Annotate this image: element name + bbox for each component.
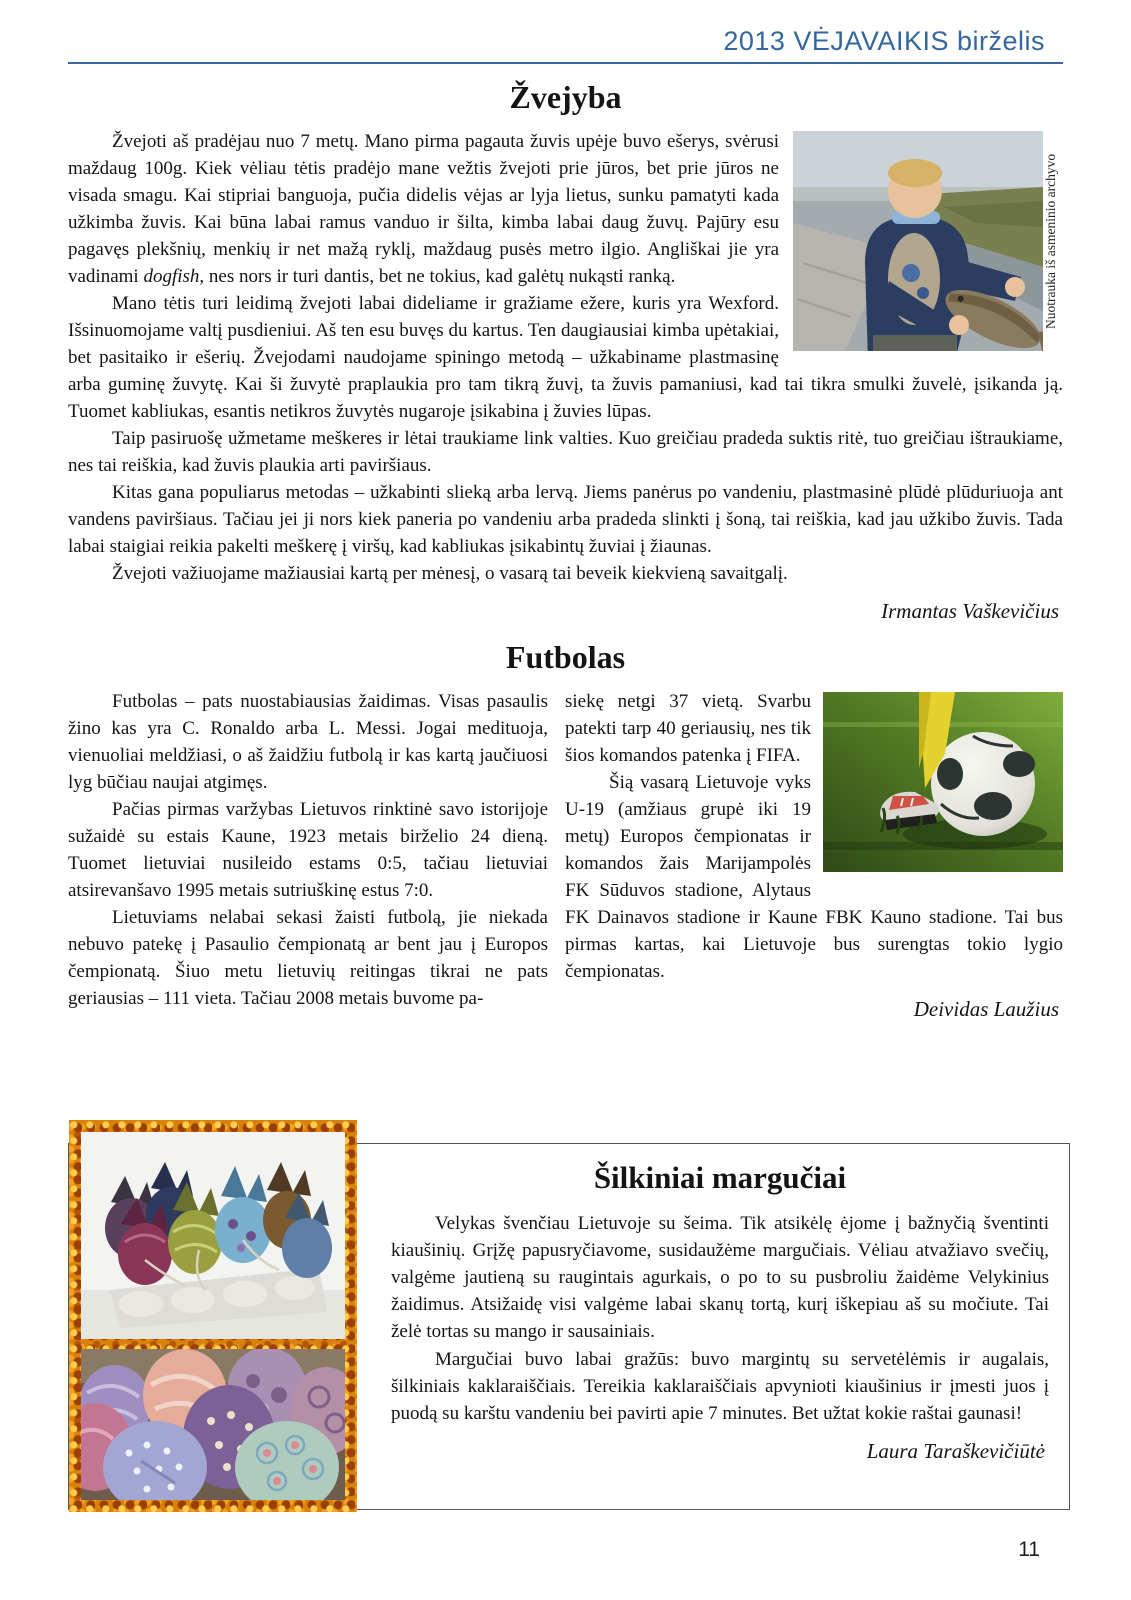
- silk-eggs-title: Šilkiniai margučiai: [593, 1160, 847, 1195]
- football-title: Futbolas: [505, 639, 626, 675]
- fishing-author: Irmantas Vaškevičius: [881, 599, 1059, 623]
- silk-eggs-author: Laura Taraškevičiūtė: [866, 1439, 1045, 1463]
- fishing-paragraph-2: Mano tėtis turi leidimą žvejoti labai dideliame ir gražiame ežere, kuris yra Wexford. Išsinuomojame valtį pusdieniui. Aš ten esu buvęs du kartus. Ten daugiausiai kimba upėtakiai, bet pasitaiko ir ešerių. Žvejodami naudojame spiningo metodą – užkabiname plastmasinę arba guminę žuvytę. Kai ši žuvytė praplaukia pro tam tikrą žuvį, ta žuvis pamaniusi, kad tai tikra smulki žuvelė, įsikanda ją. Tuomet kabliukas, esantis netikros žuvytės nugaroje įsikabina į žuvies lūpas.: [68, 293, 1063, 422]
- article-silk-eggs-box: [68, 1143, 1070, 1510]
- dyed-eggs-photo: [81, 1349, 345, 1500]
- football-paragraph-2: Pačias pirmas varžybas Lietuvos rinktinė savo istorijoje sužaidė su estais Kaune, 1923 metais birželio 24 dieną. Tuomet lietuviai nusileido estams 0:5, tačiau lietuviai atsirevanšavo 1995 metais sutriuškinę estus 7:0.: [68, 799, 548, 901]
- fishing-photo-block: [793, 131, 1063, 351]
- fishing-title: Žvejyba: [509, 79, 622, 115]
- fishing-paragraph-3: Taip pasiruošę užmetame meškeres ir lėtai traukiame link valties. Kuo greičiau pradeda suktis ritė, tuo greičiau ištraukiame, nes tai reiškia, kad žuvis plaukia arti paviršiaus.: [68, 428, 1063, 476]
- silk-eggs-paragraph-1: Velykas švenčiau Lietuvoje su šeima. Tik atsikėlę ėjome į bažnyčią šventinti kiaušinių. Grįžę papusryčiavome, susidaužėme margučiais. Vėliau atvažiavo svečių, valgėme jautieną su raugintais agurkais, o po to su pusbroliu žaidėme Velykinius žaidimus. Atsižaidę visi valgėme labai skanų tortą, kurį iškepiau aš su močiute. Tai želė tortas su mango ir sausainiais.: [391, 1213, 1049, 1342]
- fishing-p1-text: Žvejoti aš pradėjau nuo 7 metų. Mano pirma pagauta žuvis upėje buvo ešerys, svėrusi maždaug 100g. Kiek vėliau tėtis pradėjo mane vežtis žvejoti prie jūros, bet prie jūros ne visada smagu. Kai stipriai banguoja, pučia didelis vėjas ar lyja lietus, sunku pamatyti kada užkimba žuvis. Kai būna labai ramus vanduo ir šilta, kimba labai daug žuvų. Pajūry esu pagavęs plekšnių, menkių ir net mažą ryklį, maždaug pusės metro ilgio. Angliškai jie yra vadinami: [68, 131, 779, 287]
- newsletter-masthead: 2013 VĖJAVAIKIS birželis: [723, 26, 1045, 56]
- fishing-paragraph-5: Žvejoti važiuojame mažiausiai kartą per mėnesį, o vasarą tai beveik kiekvieną savaitgalį.: [112, 563, 788, 584]
- fishing-photo-caption: Nuotrauka iš asmeninio archyvo: [1043, 153, 1058, 329]
- fishing-paragraph-4: Kitas gana populiarus metodas – užkabinti slieką arba lervą. Jiems panėrus po vandeniu, plastmasinė plūdė plūduriuoja ant vandens paviršiaus. Tačiau jei ji nors kiek paneria po vandeniu arba pradeda slinkti į šoną, tai reiškia, kad jau užkibo žuvis. Tada labai staigiai reikia pakelti meškerę į viršų, kad kabliukas įsikabintų žuviai į žiaunas.: [68, 482, 1063, 557]
- football-paragraph-5: Šią vasarą Lietuvoje vyks U-19 (amžiaus grupė iki 19 metų) Europos čempionatas ir komandos žais Marijampolės FK Sūduvos stadione, Alytaus FK Dainavos stadione ir Kaune FBK Kauno stadione. Tai bus pirmas kartas, kai Lietuvoje bus surengtas tokio lygio čempionatas.: [565, 772, 1063, 982]
- article-fishing: [68, 79, 1063, 624]
- football-author: Deividas Laužius: [913, 997, 1059, 1021]
- silk-eggs-paragraph-2: Margučiai buvo labai gražūs: buvo margintų su servetėlėmis ir augalais, šilkiniais kaklaraiščiais. Tereikia kaklaraiščiais apvynioti kiaušinius ir įmesti juos į puodą su karštu vandeniu bei pavirti apie 7 minutes. Bet užtat kokie raštai gaunasi!: [391, 1349, 1049, 1424]
- football-paragraph-4: siekę netgi 37 vietą. Svarbu patekti tarp 40 geriausių, nes tik šios komandos patenka į FIFA.: [565, 691, 811, 766]
- football-photo-block: [823, 692, 1063, 872]
- football-right-column: [565, 688, 1063, 1026]
- football-left-column: [68, 688, 548, 1026]
- fishing-p1-italic-word: dogfish: [143, 266, 200, 287]
- fishing-p1-text-after: , nes nors ir turi dantis, bet ne tokius, kad galėtų nukąsti ranką.: [199, 266, 676, 287]
- silk-wrapped-eggs-photo: [81, 1132, 345, 1339]
- page-header: [68, 0, 1063, 64]
- page-number: 11: [1018, 1538, 1040, 1561]
- header-divider: [68, 62, 1063, 64]
- soccer-ball-photo: [823, 692, 1063, 872]
- boy-with-fish-photo: [793, 131, 1043, 351]
- football-columns: [68, 688, 1063, 1026]
- football-paragraph-3: Lietuviams nelabai sekasi žaisti futbolą, jie niekada nebuvo patekę į Pasaulio čempionatą ar bent jau į Europos čempionatą. Šiuo metu lietuvių reitingas tikrai ne pats geriausias – 111 vieta. Tačiau 2008 metais buvome pa-: [68, 907, 548, 1009]
- easter-eggs-photo-frame: [69, 1120, 357, 1512]
- silk-eggs-article-content: [391, 1144, 1069, 1478]
- football-paragraph-1: Futbolas – pats nuostabiausias žaidimas. Visas pasaulis žino kas yra C. Ronaldo arba L. Messi. Jogai medituoja, vienuoliai meldžiasi, o aš žaidžiu futbolą ir kas kartą jaučiuosi lyg būčiau naujai atgimęs.: [68, 691, 548, 793]
- article-football: [68, 639, 1063, 1026]
